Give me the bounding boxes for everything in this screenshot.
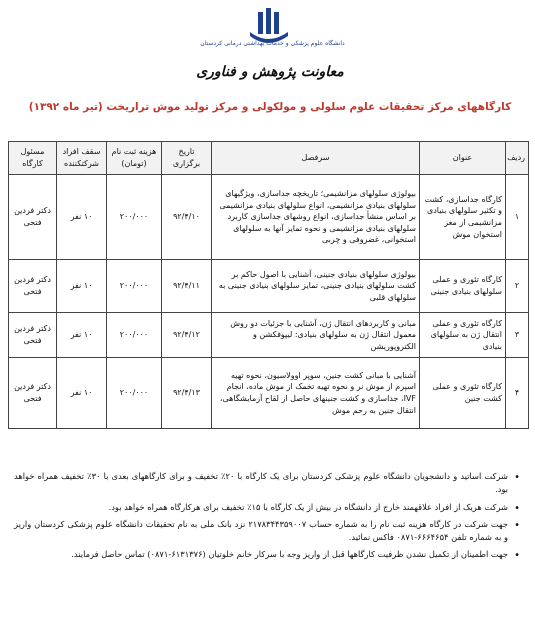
workshop-fee: ۲۰۰/۰۰۰ [107, 260, 162, 313]
workshop-title: کارگاه تئوری و عملی کشت جنین [420, 358, 506, 429]
header-row-number: ردیف [506, 142, 529, 175]
workshop-capacity: ۱۰ نفر [57, 358, 107, 429]
table-row [9, 358, 529, 429]
header-date: تاریخ برگزاری [162, 142, 212, 175]
workshop-syllabus: مبانی و کاربردهای انتقال ژن، آشنایی با جزئیات دو روش معمول انتقال ژن به سلولهای بنیادی: لیپوفکشن و الکتروپوریشن [212, 313, 420, 358]
note-item: • جهت شرکت در کارگاه هزینه ثبت نام را به شماره حساب ۲۱۷۸۳۴۴۳۵۹۰۰۷ نزد بانک ملی به نام تحقیقات دانشگاه علوم پزشکی کردستان واریز و به شماره تلفن ۶۶۶۴۶۵۴-۰۸۷۱ فاکس نمائید. [14, 518, 522, 545]
workshop-date: ۹۲/۴/۱۳ [162, 358, 212, 429]
header-capacity: سقف افراد شرکتکننده [57, 142, 107, 175]
table-header-row [9, 142, 529, 175]
note-item: • جهت اطمینان از تکمیل نشدن ظرفیت کارگاهها قبل از واریز وجه با سرکار خانم خلوتیان (۶۱۳۱۳۷۶-۰۸۷۱) تماس حاصل فرمایند. [14, 548, 522, 561]
table-row [9, 313, 529, 358]
workshop-date: ۹۲/۴/۱۱ [162, 260, 212, 313]
table-row [9, 260, 529, 313]
workshop-capacity: ۱۰ نفر [57, 313, 107, 358]
header-fee: هزینه ثبت نام (تومان) [107, 142, 162, 175]
note-item: • شرکت اساتید و دانشجویان دانشگاه علوم پزشکی کردستان برای یک کارگاه با ۲۰٪ تخفیف و برای کارگاههای بعدی با ۳۰٪ تخفیف همراه خواهد بود. [14, 470, 522, 497]
workshop-responsible: دکتر فردین فتحی [9, 260, 57, 313]
row-number: ۳ [506, 313, 529, 358]
workshop-title: کارگاه جداسازی، کشت و تکثیر سلولهای بنیادی مزانشیمی از مغز استخوان موش [420, 175, 506, 260]
workshop-fee: ۲۰۰/۰۰۰ [107, 313, 162, 358]
workshop-title: کارگاه تئوری و عملی سلولهای بنیادی جنینی [420, 260, 506, 313]
workshop-title: کارگاه تئوری و عملی انتقال ژن به سلولهای بنیادی [420, 313, 506, 358]
workshop-responsible: دکتر فردین فتحی [9, 175, 57, 260]
header-syllabus: سرفصل [212, 142, 420, 175]
workshop-date: ۹۲/۴/۱۰ [162, 175, 212, 260]
row-number: ۲ [506, 260, 529, 313]
notes-list [14, 470, 522, 566]
university-logo [200, 6, 345, 54]
header-responsible: مسئول کارگاه [9, 142, 57, 175]
workshop-fee: ۲۰۰/۰۰۰ [107, 175, 162, 260]
header-title: عنوان [420, 142, 506, 175]
row-number: ۴ [506, 358, 529, 429]
deputy-heading: معاونت پژوهش و فناوری [196, 64, 344, 80]
page-title: کارگاههای مرکز تحقیقات علوم سلولی و مولکولی و مرکز تولید موش تراریخت (تیر ماه ۱۳۹۲) [28, 101, 512, 113]
workshop-responsible: دکتر فردین فتحی [9, 358, 57, 429]
workshop-syllabus: بیولوژی سلولهای مزانشیمی؛ تاریخچه جداسازی، ویژگیهای سلولهای بنیادی مزانشیمی، انواع سلولهای بنیادی مزانشیمی بر اساس منشأ جداسازی، انواع روشهای جداسازی کاربرد سلولهای بنیادی مزانشیمی و نحوه تمایز آنها به سلولهای استخوانی، غضروفی و چربی [212, 175, 420, 260]
workshops-table [8, 141, 529, 429]
workshop-syllabus: آشنایی با مبانی کشت جنین، سوپر اوولاسیون، نحوه تهیه اسپرم از موش نر و نحوه تهیه تخمک از موش ماده، انجام IVF، جداسازی و کشت جنینهای حاصل از لقاح آزمایشگاهی، انتقال جنین به رحم موش [212, 358, 420, 429]
university-name: دانشگاه علوم پزشکی و خدمات بهداشتی درمانی کردستان [200, 40, 345, 47]
workshop-capacity: ۱۰ نفر [57, 175, 107, 260]
row-number: ۱ [506, 175, 529, 260]
note-item: • شرکت هریک از افراد علاقهمند خارج از دانشگاه در بیش از یک کارگاه با ۱۵٪ تخفیف برای هرکارگاه همراه خواهد بود. [14, 501, 522, 514]
workshop-responsible: دکتر فردین فتحی [9, 313, 57, 358]
workshop-fee: ۲۰۰/۰۰۰ [107, 358, 162, 429]
workshop-syllabus: بیولوژی سلولهای بنیادی جنینی، آشنایی با اصول حاکم بر کشت سلولهای بنیادی جنینی، تمایز سلولهای بنیادی جنینی به سلولهای قلبی [212, 260, 420, 313]
workshop-date: ۹۲/۴/۱۲ [162, 313, 212, 358]
table-row [9, 175, 529, 260]
workshop-capacity: ۱۰ نفر [57, 260, 107, 313]
